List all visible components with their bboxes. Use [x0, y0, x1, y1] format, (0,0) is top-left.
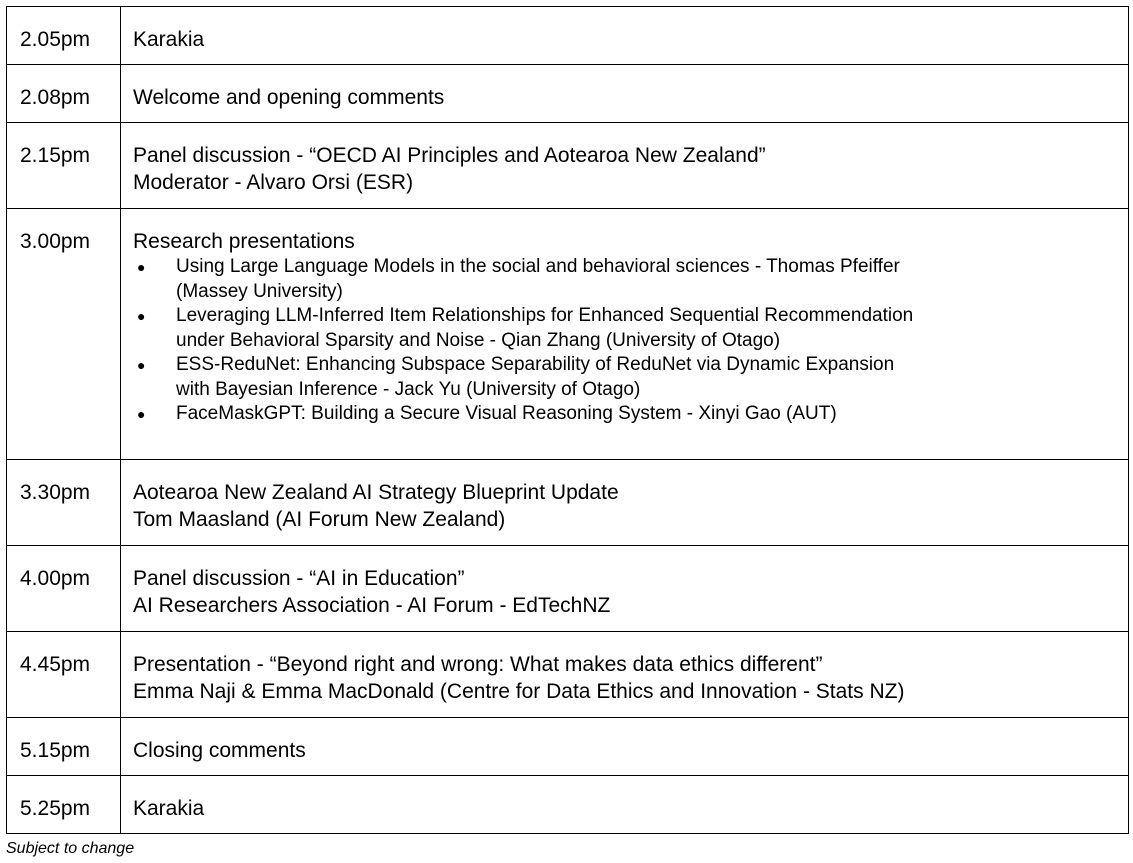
presentation-list	[133, 255, 1128, 427]
table-row	[7, 209, 1129, 460]
event-title: Panel discussion - “OECD AI Principles and Aotearoa New Zealand”	[133, 144, 766, 167]
table-row	[7, 460, 1129, 546]
table-row	[7, 123, 1129, 209]
event-title: Closing comments	[133, 739, 306, 762]
event-cell	[121, 65, 1129, 123]
event-title: Panel discussion - “AI in Education”	[133, 567, 465, 590]
table-row	[7, 718, 1129, 776]
agenda-table	[6, 6, 1129, 834]
event-subtitle: AI Researchers Association - AI Forum - EdTechNZ	[133, 594, 611, 617]
event-subtitle: Tom Maasland (AI Forum New Zealand)	[133, 508, 506, 531]
table-row	[7, 546, 1129, 632]
talk-line: Using Large Language Models in the social and behavioral sciences - Thomas Pfeiffer	[176, 256, 900, 277]
talk-line: under Behavioral Sparsity and Noise - Qian Zhang (University of Otago)	[176, 329, 781, 351]
time-cell: 5.25pm	[7, 776, 121, 834]
time-cell: 2.08pm	[7, 65, 121, 123]
time-cell: 3.30pm	[7, 460, 121, 546]
talk-line: (Massey University)	[176, 280, 343, 302]
bullet-icon: ●	[137, 406, 146, 422]
time-cell: 5.15pm	[7, 718, 121, 776]
table-row	[7, 7, 1129, 65]
talk-line: FaceMaskGPT: Building a Secure Visual Reasoning System - Xinyi Gao (AUT)	[176, 403, 837, 424]
table-row	[7, 776, 1129, 834]
event-cell	[121, 632, 1129, 718]
list-item	[133, 255, 1128, 304]
list-item	[133, 353, 1128, 402]
table-row	[7, 65, 1129, 123]
bullet-icon: ●	[137, 259, 146, 275]
event-cell	[121, 209, 1129, 460]
event-title: Aotearoa New Zealand AI Strategy Blueprint Update	[133, 481, 619, 504]
talk-line: with Bayesian Inference - Jack Yu (University of Otago)	[176, 378, 641, 400]
event-cell	[121, 460, 1129, 546]
time-cell: 4.45pm	[7, 632, 121, 718]
event-cell	[121, 546, 1129, 632]
event-cell	[121, 718, 1129, 776]
event-title: Research presentations	[133, 230, 355, 253]
list-item	[133, 402, 1128, 427]
event-title: Karakia	[133, 28, 205, 51]
event-cell	[121, 776, 1129, 834]
footnote: Subject to change	[6, 840, 135, 857]
table-row	[7, 632, 1129, 718]
time-cell: 2.15pm	[7, 123, 121, 209]
event-cell	[121, 7, 1129, 65]
event-subtitle: Emma Naji & Emma MacDonald (Centre for Data Ethics and Innovation - Stats NZ)	[133, 680, 905, 703]
talk-line: ESS-ReduNet: Enhancing Subspace Separability of ReduNet via Dynamic Expansion	[176, 354, 895, 375]
bullet-icon: ●	[137, 357, 146, 373]
time-cell: 3.00pm	[7, 209, 121, 460]
event-title: Welcome and opening comments	[133, 86, 445, 109]
time-cell: 2.05pm	[7, 7, 121, 65]
list-item	[133, 304, 1128, 353]
event-subtitle: Moderator - Alvaro Orsi (ESR)	[133, 171, 414, 194]
time-cell: 4.00pm	[7, 546, 121, 632]
event-title: Karakia	[133, 797, 205, 820]
event-cell	[121, 123, 1129, 209]
talk-line: Leveraging LLM-Inferred Item Relationships for Enhanced Sequential Recommendation	[176, 305, 914, 326]
bullet-icon: ●	[137, 308, 146, 324]
event-title: Presentation - “Beyond right and wrong: What makes data ethics different”	[133, 653, 823, 676]
